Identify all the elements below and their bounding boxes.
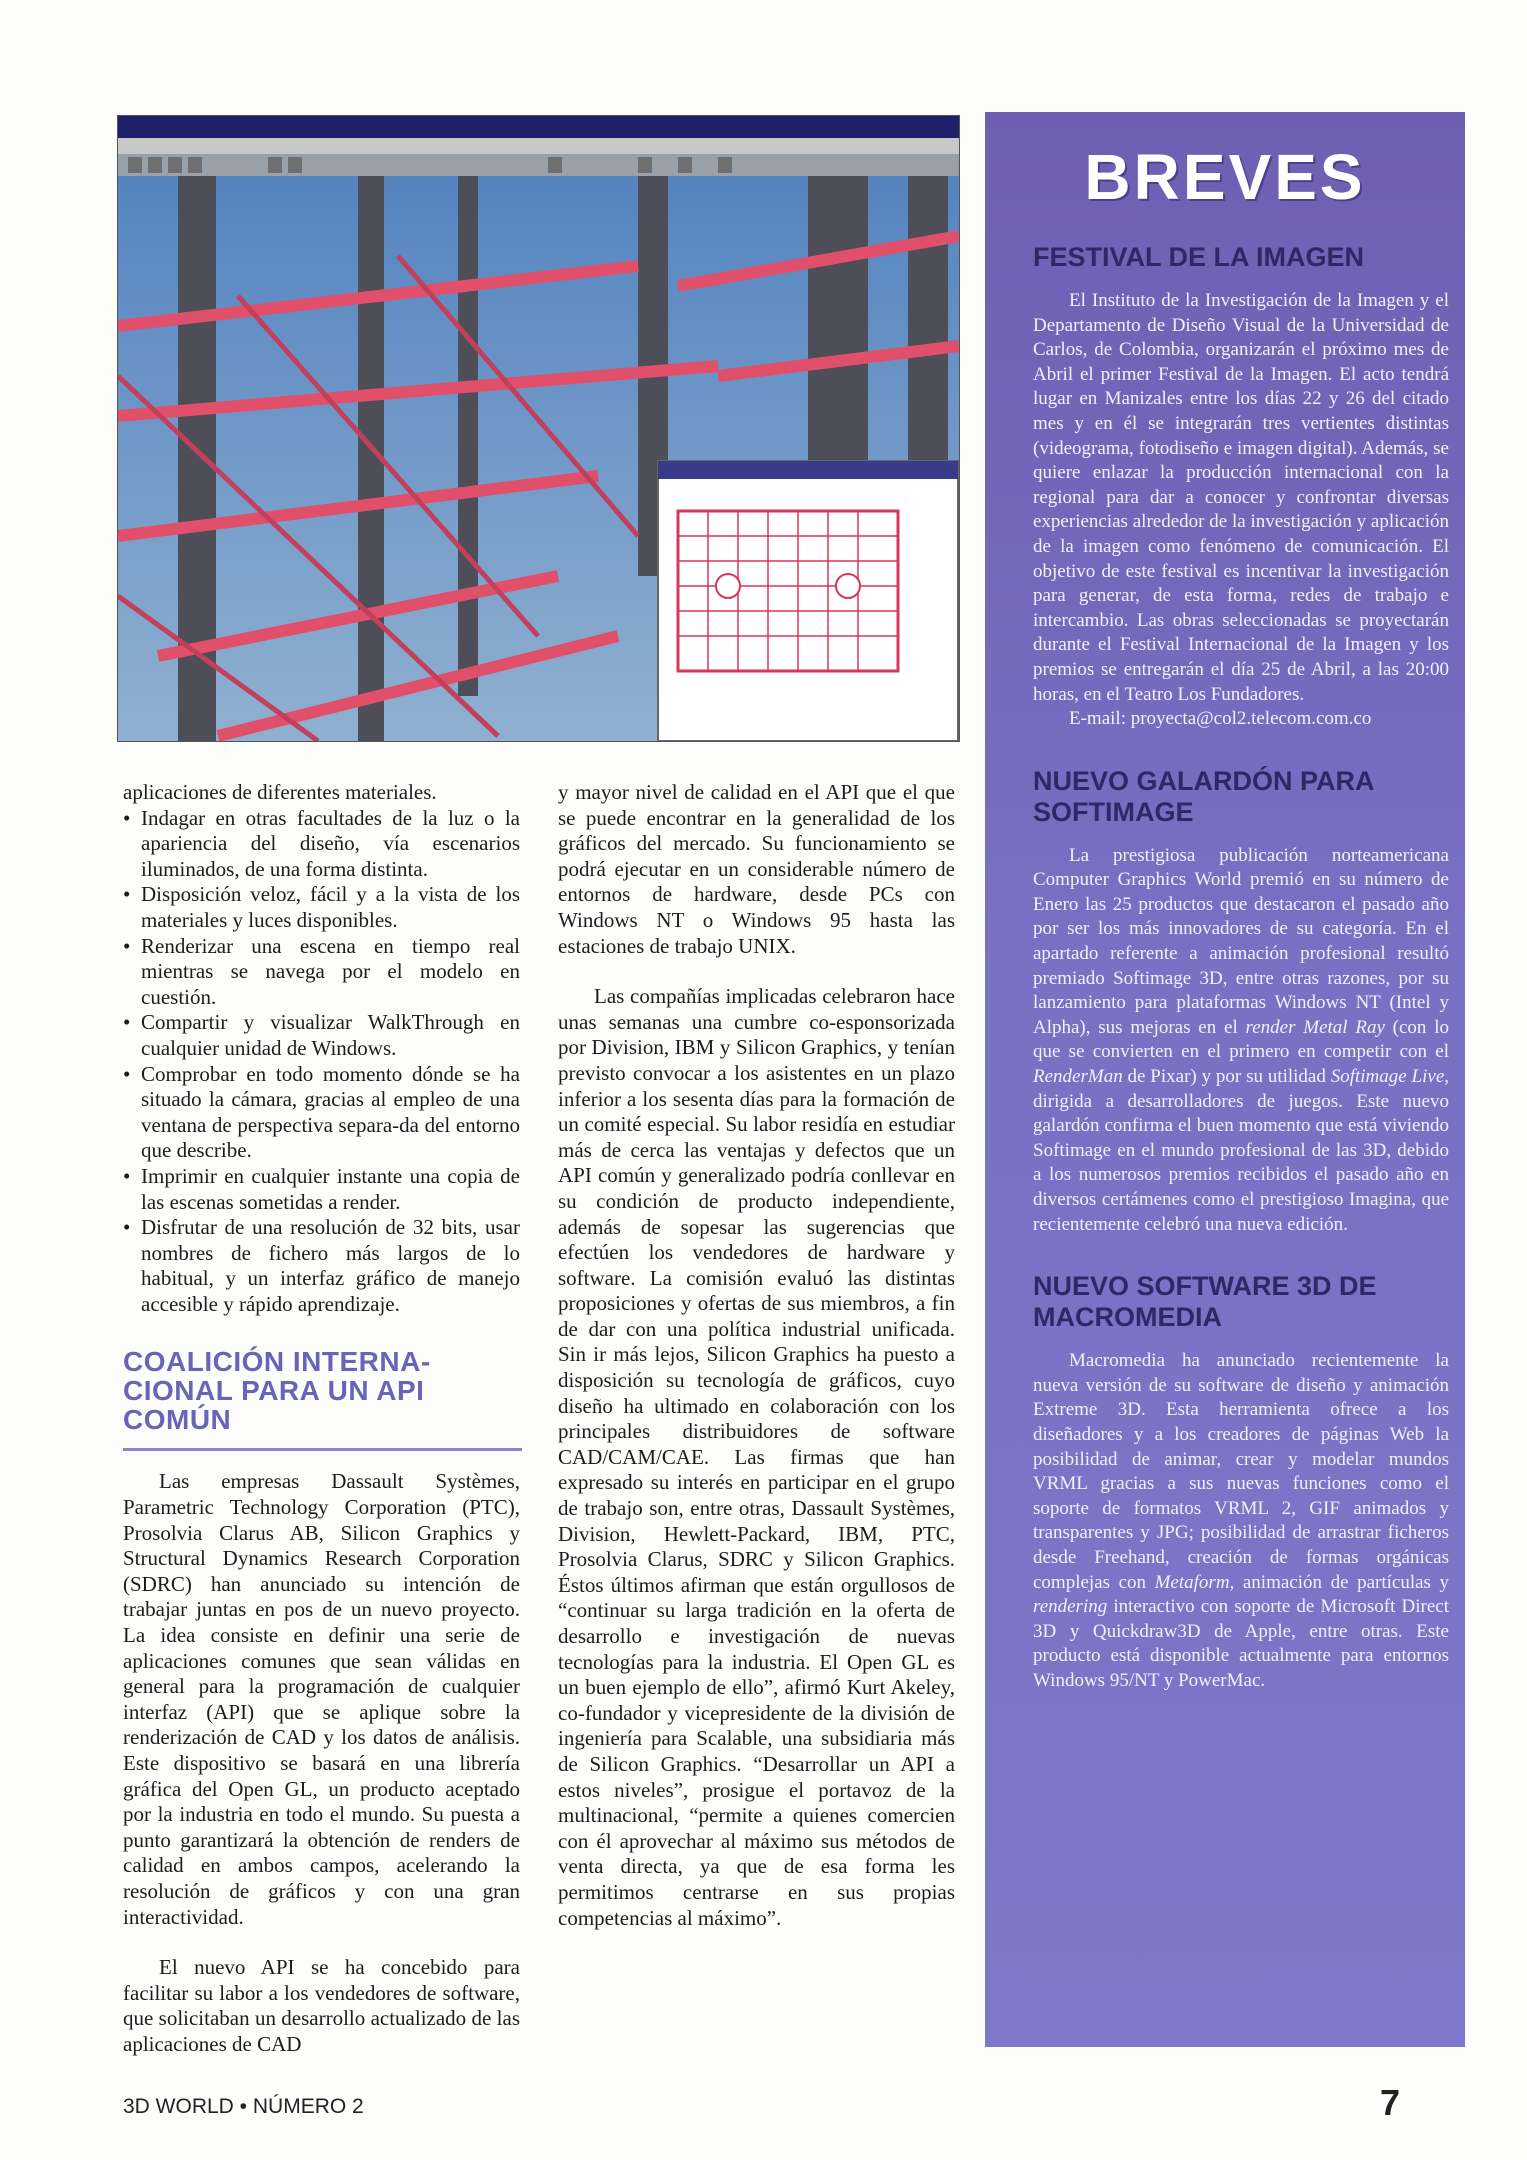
paragraph: Las compañías implicadas celebraron hace unas semanas una cumbre co-esponsorizada por Division, IBM y Silicon Graphics, y tenían previsto convocar a los asistentes en un plazo inferior a los sesenta días para la formación de un comité especial. Su labor residía en estudiar más de cerca las ventajas y defectos que un API común y generalizado podría conllevar en su condición de producto independiente, además de sopesar las sugerencias que efectúen los vendedores de hardware y software. La comisión evaluó las distintas proposiciones y ofertas de sus miembros, a fin de dar con una política industrial unificada. Sin ir más lejos, Silicon Graphics ha puesto a disposición su tecnología de gráficos, cuyo diseño ha ultimado en colaboración con los principales distribuidores de software CAD/CAM/CAE. Las firmas que han expresado su interés en participar en el grupo de trabajo son, entre otras, Dassault Systèmes, Division, Hewlett-Packard, IBM, PTC, Prosolvia Clarus, SDRC y Silicon Graphics. Éstos últimos afirman que están orgullosos de “continuar su larga tradición en la oferta de desarrollo e investigación de nuevas tecnologías para la industria. El Open GL es un buen ejemplo de ello”, afirmó Kurt Akeley, co-fundador y vicepresidente de la división de ingeniería para Scalable, una subsidiaria más de Silicon Graphics. “Desarrollar un API a estos niveles”, prosigue el portavoz de la multinacional, “permite a quienes comercien con él aprovechar al máximo sus métodos de venta directa, ya que de esa forma les permitimos centrarse en sus propias competencias al máximo”. [558,984,955,1930]
list-item: • Disposición veloz, fácil y a la vista de los materiales y luces disponibles. [123,882,520,933]
article-column-1 [123,780,520,2058]
news-body: La prestigiosa publicación norteamericana Computer Graphics World premió en su número de Enero las 25 productos que destacaron el pasado año por ser los más innovadores de su categoría. En el apartado referente a animación profesional resultó premiado Softimage 3D, entre otras razones, por su lanzamiento para plataformas Windows NT (Intel y Alpha), sus mejoras en el render Metal Ray (con lo que se convierten en el primero en competir con el RenderMan de Pixar) y por su utilidad Softimage Live, dirigida a desarrolladores de juegos. Este nuevo galardón confirma el buen momento que está viviendo Softimage en el mundo profesional de las 3D, debido a los numerosos premios recibidos el pasado año en diversos certámenes como el prestigioso Imagina, que recientemente celebró una nueva edición. [1033,844,1450,1235]
sidebar-title: BREVES [1084,141,1366,213]
cad-screenshot-figure [117,115,960,742]
lead-continuation: aplicaciones de diferentes materiales. [123,780,437,804]
list-item: • Compartir y visualizar WalkThrough en cualquier unidad de Windows. [123,1010,520,1061]
article-column-2 [558,780,955,1931]
news-body: Macromedia ha anunciado recientemente la nueva versión de su software de diseño y animación Extreme 3D. Esta herramienta ofrece a los diseñadores y a los creadores de páginas Web la posibilidad de animar, crear y modelar mundos VRML gracias a sus nuevas funciones como el soporte de formatos VRML 2, GIF animados y transparentes y JPG; posibilidad de arrastrar ficheros desde Freehand, creación de formas orgánicas complejas con Metaform, animación de partículas y rendering interactivo con soporte de Microsoft Direct 3D y Quickdraw3D de Apple, entre otras. Este producto está disponible actualmente para entornos Windows 95/NT y PowerMac. [1033,1350,1449,1691]
magazine-footer: 3D WORLD • NÚMERO 2 [123,2095,364,2118]
news-heading: FESTIVAL DE LA IMAGEN [1033,242,1365,272]
breves-sidebar [985,112,1465,2047]
list-item: • Comprobar en todo momento dónde se ha situado la cámara, gracias al empleo de una ventana de perspectiva separa-da del entorno que describe. [123,1062,520,1164]
list-item: • Indagar en otras facultades de la luz o la apariencia del diseño, vía escenarios iluminados, de una forma distinta. [123,806,520,883]
cad-3d-viewer-icon [118,116,959,741]
section-heading: COALICIÓN INTERNA-CIONAL PARA UN API COMÚN [123,1347,522,1451]
news-heading: NUEVO GALARDÓN PARA SOFTIMAGE [1033,765,1374,827]
list-item: • Disfrutar de una resolución de 32 bits, usar nombres de fichero más largos de lo habitual, y un interfaz gráfico de manejo accesible y rápido aprendizaje. [123,1215,520,1317]
window-titlebar [118,116,959,138]
feature-list [123,806,520,1318]
news-body: El Instituto de la Investigación de la Imagen y el Departamento de Diseño Visual de la Universidad de Carlos, de Colombia, organizarán el próximo mes de Abril el primer Festival de la Imagen. El acto tendrá lugar en Manizales entre los días 22 y 26 del citado mes y en él se integrarán tres vertientes distintas (videograma, fotodiseño e imagen digital). Además, se quiere enlazar la producción internacional con la regional para dar a conocer y confrontar diversas experiencias alrededor de la investigación y aplicación de la imagen como fenómeno de comunicación. El objetivo de este festival es incentivar la investigación para generar, de esta forma, redes de trabajo e intercambio. Las obras seleccionadas se proyectarán durante el Festival Internacional de la Imagen y los premios se entregarán el día 25 de Abril, a las 20:00 horas, en el Teatro Los Fundadores. [1033,290,1449,705]
plan-view-inset [658,461,958,741]
paragraph: El nuevo API se ha concebido para facilitar su labor a los vendedores de software, que solicitaban un desarrollo actualizado de las aplicaciones de CAD [123,1955,520,2056]
paragraph: Las empresas Dassault Systèmes, Parametric Technology Corporation (PTC), Prosolvia Clarus AB, Silicon Graphics y Structural Dynamics Research Corporation (SDRC) han anunciado su intención de trabajar juntas en pos de un nuevo proyecto. La idea consiste en definir una serie de aplicaciones comunes que sean válidas en general para la programación de cualquier interfaz (API) que se aplique sobre la renderización de CAD y los datos de análisis. Este dispositivo se basará en una librería gráfica del Open GL, un producto aceptado por la industria en todo el mundo. Su puesta a punto garantizará la obtención de renders de calidad en ambos campos, acelerando la resolución de gráficos y con una gran interactividad. [123,1469,520,1929]
page-number: 7 [1380,2082,1401,2123]
news-heading: NUEVO SOFTWARE 3D DE MACROMEDIA [1033,1271,1377,1333]
paragraph: y mayor nivel de calidad en el API que el que se puede encontrar en la generalidad de los gráficos del mercado. Su funcionamiento se podrá ejecutar en un considerable número de entornos de hardware, desde PCs con Windows NT o Windows 95 hasta las estaciones de trabajo UNIX. [558,780,955,958]
list-item: • Imprimir en cualquier instante una copia de las escenas sometidas a render. [123,1164,520,1215]
list-item: • Renderizar una escena en tiempo real mientras se navega por el modelo en cuestión. [123,934,520,1011]
contact-email: E-mail: proyecta@col2.telecom.com.co [1069,708,1372,730]
